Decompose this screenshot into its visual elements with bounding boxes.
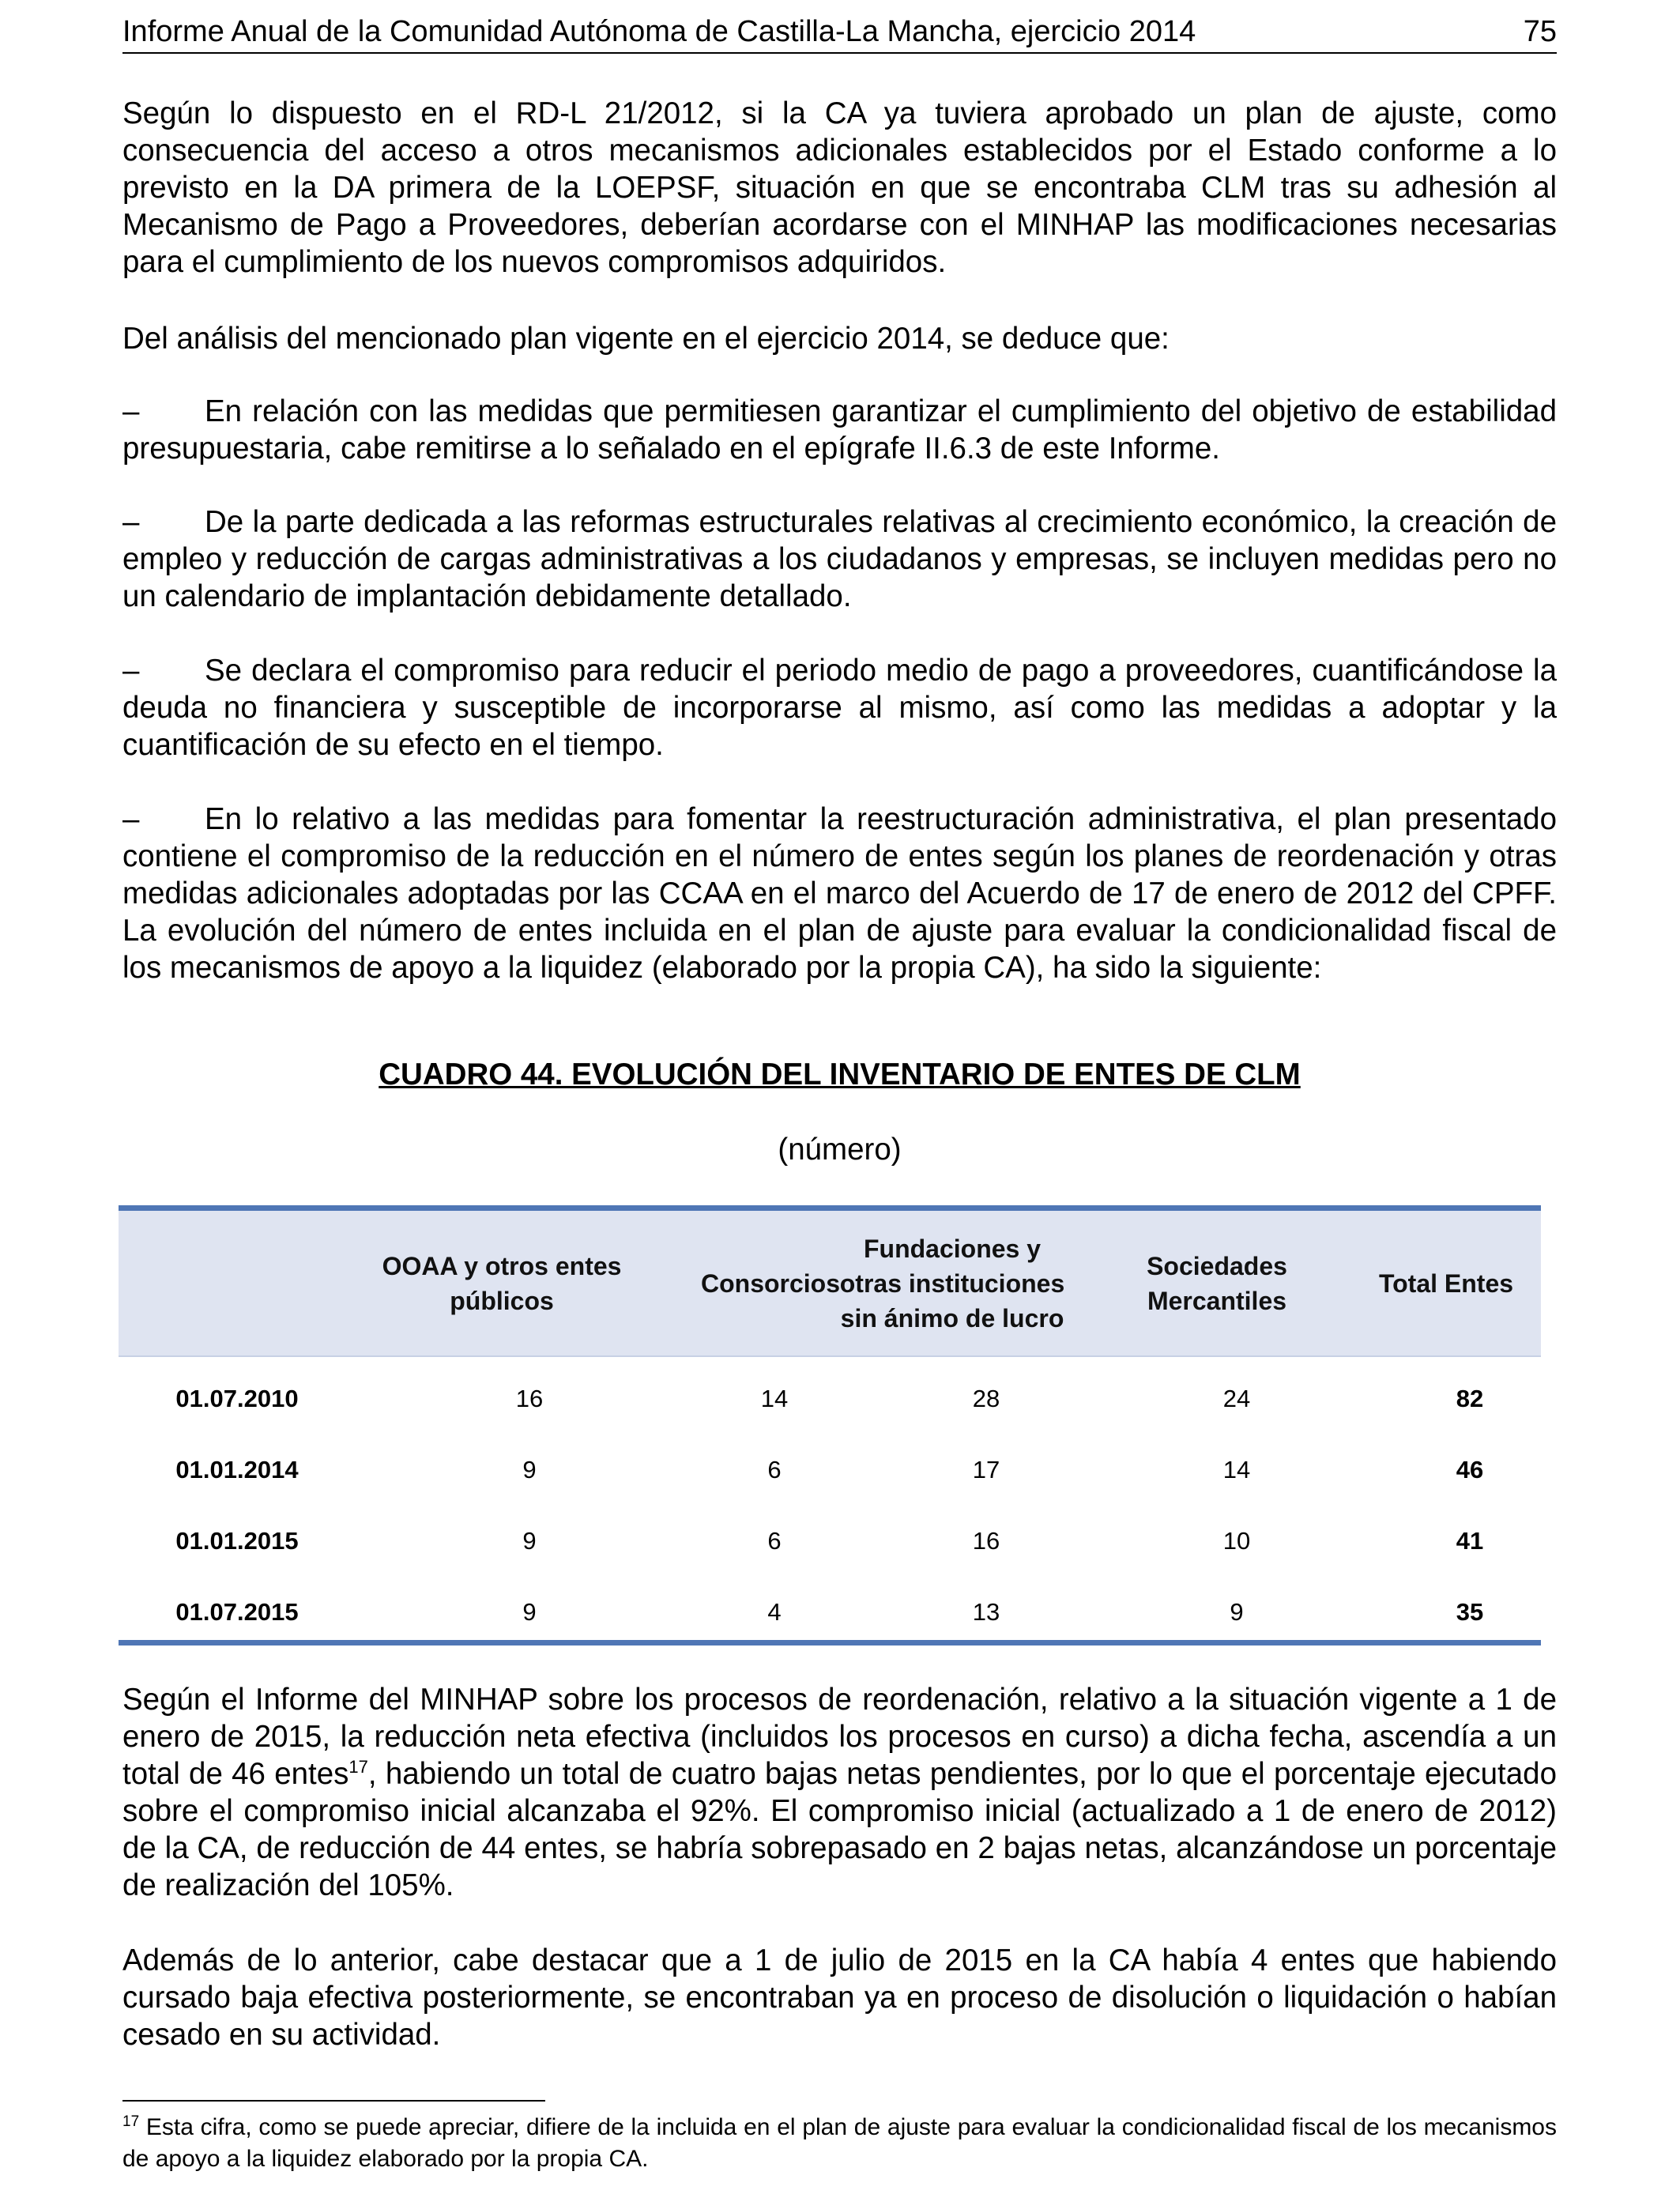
cell-consorcios: 14 bbox=[760, 1385, 789, 1412]
cell-fundaciones: 17 bbox=[972, 1456, 1000, 1483]
footnote bbox=[122, 2112, 1557, 2175]
cell-ooaa: 9 bbox=[522, 1456, 537, 1483]
bullet-dash: – bbox=[122, 505, 140, 539]
bullet-text-3: Se declara el compromiso para reducir el periodo medio de pago a proveedores, cuantificándose la deuda no financiera y susceptible de incorporarse al mismo, así como las medidas a adoptar y la cuantificación de su efecto en el tiempo. bbox=[122, 654, 1557, 762]
row-date: 01.07.2015 bbox=[175, 1598, 299, 1626]
paragraph-4: Además de lo anterior, cabe destacar que a 1 de julio de 2015 en la CA había 4 entes que habiendo cursado baja efectiva posteriormente, se encontraban ya en proceso de disolución o liquidación o habían cesado en su actividad. bbox=[122, 1943, 1557, 2052]
table-row bbox=[119, 1577, 1541, 1648]
paragraph-3-part-b: , habiendo un total de cuatro bajas netas pendientes, por lo que el porcentaje ejecutado sobre el compromiso inicial alcanzaba el 92%. El compromiso inicial (actualizado a 1 de enero de 2012) de la CA, de reducción de 44 entes, se habría sobrepasado en 2 bajas netas, alcanzándose un porcentaje de realización del 105%. bbox=[122, 1757, 1557, 1902]
bullet-item-2 bbox=[122, 503, 1557, 615]
cell-consorcios: 6 bbox=[767, 1456, 782, 1483]
paragraph-3-part-a: Según el Informe del MINHAP sobre los procesos de reordenación, relativo a la situación vigente a 1 de enero de 2015, la reducción neta efectiva (incluidos los procesos en curso) a dicha fecha, ascendía a un total de 46 entes bbox=[122, 1683, 1557, 1791]
row-date: 01.01.2014 bbox=[175, 1456, 299, 1483]
cell-sociedades: 9 bbox=[1230, 1598, 1244, 1626]
header-consorcios: Consorcios bbox=[700, 1269, 841, 1298]
table-row bbox=[119, 1363, 1541, 1434]
cell-consorcios: 6 bbox=[767, 1527, 782, 1555]
header-total: Total Entes bbox=[1378, 1269, 1514, 1298]
document-page bbox=[122, 0, 1557, 2194]
footnote-number: 17 bbox=[122, 2113, 140, 2130]
bullet-text-2: De la parte dedicada a las reformas estructurales relativas al crecimiento económico, la creación de empleo y reducción de cargas administrativas a los ciudadanos y empresas, se incluyen medidas pero no un calendario de implantación debidamente detallado. bbox=[122, 505, 1557, 613]
paragraph-1: Según lo dispuesto en el RD-L 21/2012, si la CA ya tuviera aprobado un plan de ajuste, como consecuencia del acceso a otros mecanismos adicionales establecidos por el Estado conforme a lo previsto en la DA primera de la LOEPSF, situación en que se encontraba CLM tras su adhesión al Mecanismo de Pago a Proveedores, deberían acordarse con el MINHAP las modificaciones necesarias para el cumplimiento de los nuevos compromisos adquiridos. bbox=[122, 96, 1557, 279]
bullet-dash: – bbox=[122, 394, 140, 428]
table-header-row bbox=[119, 1211, 1541, 1357]
cell-ooaa: 16 bbox=[515, 1385, 544, 1412]
cell-ooaa: 9 bbox=[522, 1527, 537, 1555]
cell-fundaciones: 28 bbox=[972, 1385, 1000, 1412]
table-bottom-rule bbox=[119, 1640, 1541, 1646]
table-top-rule bbox=[119, 1205, 1541, 1211]
cell-total: 41 bbox=[1456, 1527, 1484, 1555]
cell-total: 82 bbox=[1456, 1385, 1484, 1412]
table-row bbox=[119, 1506, 1541, 1577]
cell-fundaciones: 16 bbox=[972, 1527, 1000, 1555]
cell-consorcios: 4 bbox=[767, 1598, 782, 1626]
cell-fundaciones: 13 bbox=[972, 1598, 1000, 1626]
header-fundaciones: Fundaciones y otras instituciones sin ánimo de lucro bbox=[839, 1234, 1065, 1333]
table-title: CUADRO 44. EVOLUCIÓN DEL INVENTARIO DE ENTES DE CLM bbox=[379, 1057, 1301, 1091]
header-ooaa: OOAA y otros entes públicos bbox=[382, 1251, 622, 1315]
cell-sociedades: 10 bbox=[1222, 1527, 1251, 1555]
bullet-item-1 bbox=[122, 393, 1557, 467]
footnote-separator bbox=[122, 2100, 545, 2102]
row-date: 01.01.2015 bbox=[175, 1527, 299, 1555]
row-date: 01.07.2010 bbox=[175, 1385, 299, 1412]
bullet-dash: – bbox=[122, 802, 140, 836]
cell-total: 35 bbox=[1456, 1598, 1484, 1626]
paragraph-3 bbox=[122, 1681, 1557, 1904]
table-subtitle: (número) bbox=[778, 1133, 902, 1167]
footnote-text: Esta cifra, como se puede apreciar, difiere de la incluida en el plan de ajuste para evaluar la condicionalidad fiscal de los mecanismos de apoyo a la liquidez elaborado por la propia CA. bbox=[122, 2114, 1557, 2172]
bullet-dash: – bbox=[122, 654, 140, 688]
running-header bbox=[122, 11, 1557, 54]
cell-ooaa: 9 bbox=[522, 1598, 537, 1626]
cell-sociedades: 14 bbox=[1222, 1456, 1251, 1483]
bullet-text-4: En lo relativo a las medidas para fomentar la reestructuración administrativa, el plan presentado contiene el compromiso de la reducción en el número de entes según los planes de reordenación y otras medidas adicionales adoptadas por las CCAA en el marco del Acuerdo de 17 de enero de 2012 del CPFF. La evolución del número de entes incluida en el plan de ajuste para evaluar la condicionalidad fiscal de los mecanismos de apoyo a la liquidez (elaborado por la propia CA), ha sido la siguiente: bbox=[122, 802, 1557, 985]
page-number: 75 bbox=[1523, 15, 1557, 48]
footnote-ref[interactable]: 17 bbox=[348, 1757, 368, 1777]
cell-sociedades: 24 bbox=[1222, 1385, 1251, 1412]
header-title: Informe Anual de la Comunidad Autónoma de Castilla-La Mancha, ejercicio 2014 bbox=[122, 15, 1196, 48]
cell-total: 46 bbox=[1456, 1456, 1484, 1483]
table-row bbox=[119, 1434, 1541, 1506]
header-sociedades: Sociedades Mercantiles bbox=[1147, 1251, 1287, 1315]
bullet-text-1: En relación con las medidas que permitiesen garantizar el cumplimiento del objetivo de estabilidad presupuestaria, cabe remitirse a lo señalado en el epígrafe II.6.3 de este Informe. bbox=[122, 394, 1557, 466]
bullet-item-3 bbox=[122, 652, 1557, 763]
paragraph-2: Del análisis del mencionado plan vigente en el ejercicio 2014, se deduce que: bbox=[122, 322, 1170, 356]
bullet-item-4 bbox=[122, 801, 1557, 986]
